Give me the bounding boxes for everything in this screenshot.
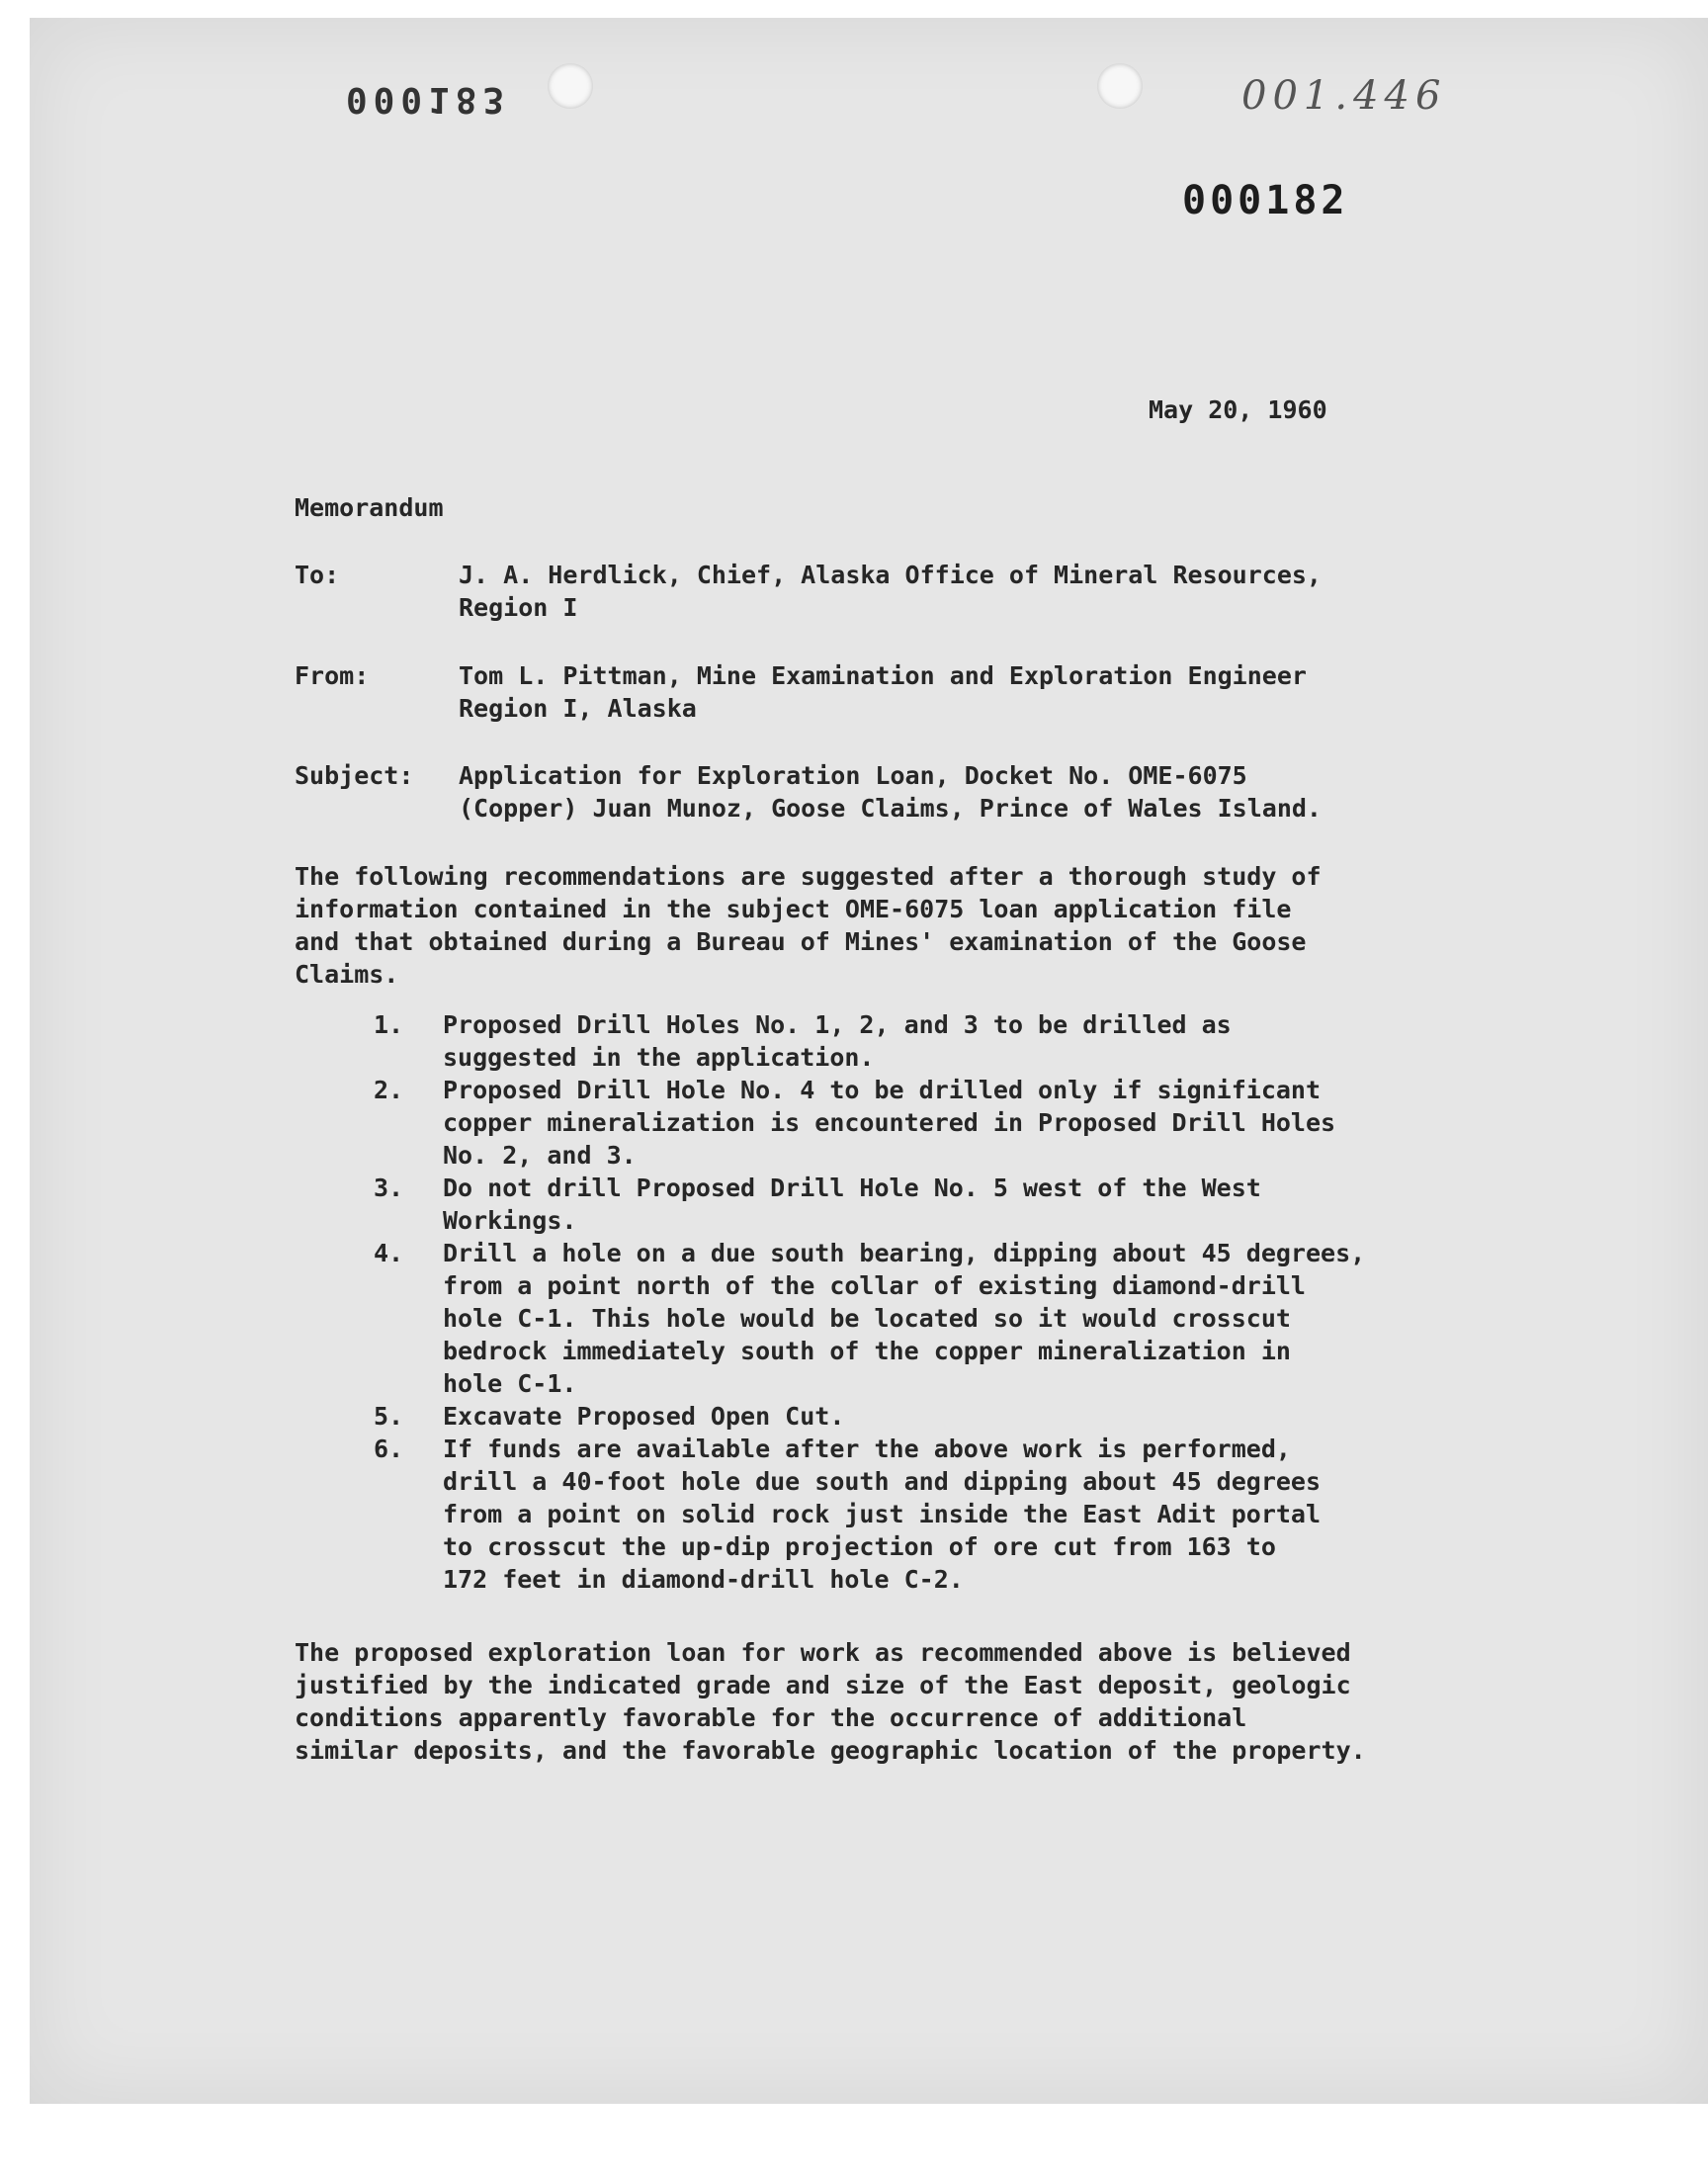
item-line: hole C-1. This hole would be located so it would crosscut xyxy=(443,1304,1291,1333)
from-label: From: xyxy=(295,661,370,690)
item-number: 5. xyxy=(374,1402,404,1431)
list-item xyxy=(374,1074,1481,1172)
item-number: 1. xyxy=(374,1010,404,1039)
item-line: Excavate Proposed Open Cut. xyxy=(443,1402,845,1431)
to-line: J. A. Herdlick, Chief, Alaska Office of Mineral Resources, xyxy=(459,561,1322,589)
page-number-stamp: 000182 xyxy=(1182,178,1349,223)
to-label: To: xyxy=(295,561,340,589)
item-line: 172 feet in diamond-drill hole C-2. xyxy=(443,1565,964,1594)
recommendation-list xyxy=(374,1008,1481,1596)
intro-line: information contained in the subject OME-6075 loan application file xyxy=(295,895,1292,923)
intro-paragraph xyxy=(295,860,1481,991)
intro-line: The following recommendations are suggested after a thorough study of xyxy=(295,862,1322,891)
conclusion-line: similar deposits, and the favorable geographic location of the property. xyxy=(295,1736,1366,1765)
item-line: to crosscut the up-dip projection of ore cut from 163 to xyxy=(443,1532,1276,1561)
intro-line: and that obtained during a Bureau of Mines' examination of the Goose xyxy=(295,927,1307,956)
conclusion-paragraph xyxy=(295,1636,1481,1767)
from-line: Tom L. Pittman, Mine Examination and Exploration Engineer xyxy=(459,661,1307,690)
list-item xyxy=(374,1237,1481,1400)
item-line: Proposed Drill Holes No. 1, 2, and 3 to be drilled as xyxy=(443,1010,1232,1039)
subject-line: Application for Exploration Loan, Docket No. OME-6075 xyxy=(459,761,1247,790)
from-line: Region I, Alaska xyxy=(459,694,697,723)
handwritten-reference: 001.446 xyxy=(1241,73,1447,119)
memo-date: May 20, 1960 xyxy=(1149,395,1327,424)
to-value xyxy=(459,559,1447,624)
scan-margin xyxy=(0,2104,1708,2175)
item-line: drill a 40-foot hole due south and dipping about 45 degrees xyxy=(443,1467,1322,1496)
item-line: from a point north of the collar of existing diamond-drill xyxy=(443,1271,1306,1300)
item-line: Drill a hole on a due south bearing, dipping about 45 degrees, xyxy=(443,1239,1366,1267)
item-line: copper mineralization is encountered in Proposed Drill Holes xyxy=(443,1108,1336,1137)
conclusion-line: conditions apparently favorable for the occurrence of additional xyxy=(295,1703,1247,1732)
list-item xyxy=(374,1172,1481,1237)
list-item xyxy=(374,1008,1481,1074)
item-line: Workings. xyxy=(443,1206,577,1235)
item-line: Do not drill Proposed Drill Hole No. 5 west of the West xyxy=(443,1174,1261,1202)
item-line: Proposed Drill Hole No. 4 to be drilled only if significant xyxy=(443,1076,1322,1104)
item-line: hole C-1. xyxy=(443,1369,577,1398)
mirrored-bleed-number: 000183 xyxy=(346,79,511,120)
subject-line: (Copper) Juan Munoz, Goose Claims, Prince of Wales Island. xyxy=(459,794,1322,823)
item-line: bedrock immediately south of the copper mineralization in xyxy=(443,1337,1291,1365)
list-item xyxy=(374,1400,1481,1433)
item-line: No. 2, and 3. xyxy=(443,1141,637,1170)
item-number: 2. xyxy=(374,1076,404,1104)
from-value xyxy=(459,659,1447,725)
item-number: 6. xyxy=(374,1435,404,1463)
subject-value xyxy=(459,759,1447,825)
memo-heading: Memorandum xyxy=(295,493,444,522)
item-line: suggested in the application. xyxy=(443,1043,875,1072)
item-number: 4. xyxy=(374,1239,404,1267)
conclusion-line: The proposed exploration loan for work as recommended above is believed xyxy=(295,1638,1351,1667)
item-line: If funds are available after the above work is performed, xyxy=(443,1435,1291,1463)
conclusion-line: justified by the indicated grade and size of the East deposit, geologic xyxy=(295,1671,1351,1699)
punch-hole-left xyxy=(548,63,593,109)
intro-line: Claims. xyxy=(295,960,399,989)
punch-hole-right xyxy=(1097,63,1143,109)
list-item xyxy=(374,1433,1481,1596)
subject-label: Subject: xyxy=(295,761,414,790)
item-number: 3. xyxy=(374,1174,404,1202)
to-line: Region I xyxy=(459,593,578,622)
item-line: from a point on solid rock just inside the East Adit portal xyxy=(443,1500,1322,1528)
